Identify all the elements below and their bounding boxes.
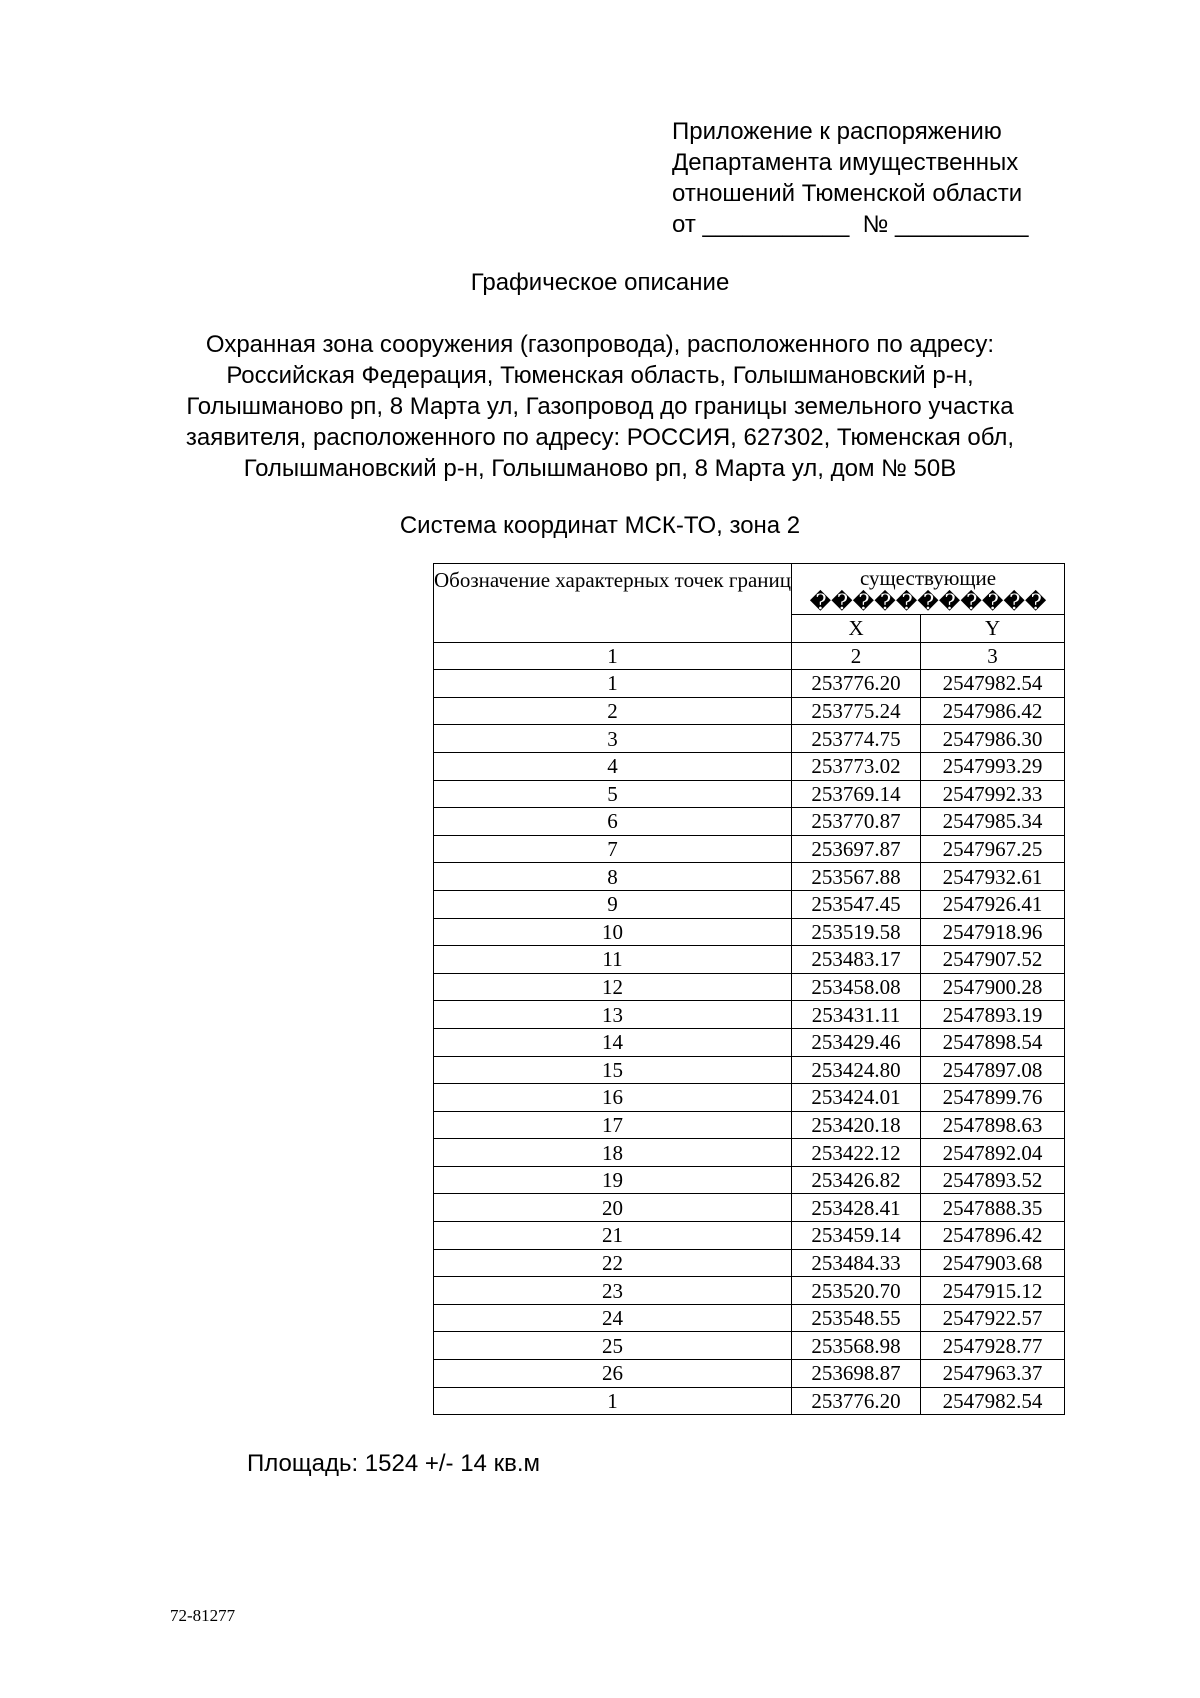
- appendix-line: Приложение к распоряжению: [672, 118, 1002, 145]
- point-x: 253483.17: [792, 946, 921, 974]
- point-number: 3: [434, 725, 792, 753]
- table-row: [434, 890, 1065, 918]
- point-number: 6: [434, 808, 792, 836]
- point-x: 253484.33: [792, 1249, 921, 1277]
- point-y: 2547967.25: [921, 835, 1065, 863]
- appendix-date-number-line: от ___________ № __________: [672, 211, 1029, 238]
- header-existing-coordinates: [792, 564, 1065, 615]
- point-y: 2547892.04: [921, 1139, 1065, 1167]
- point-x: 253775.24: [792, 697, 921, 725]
- point-x: 253774.75: [792, 725, 921, 753]
- col-number: 2: [792, 642, 921, 670]
- point-y: 2547898.63: [921, 1111, 1065, 1139]
- point-x: 253547.45: [792, 890, 921, 918]
- point-x: 253420.18: [792, 1111, 921, 1139]
- table-row: [434, 752, 1065, 780]
- table-row: [434, 918, 1065, 946]
- point-number: 12: [434, 973, 792, 1001]
- point-y: 2547898.54: [921, 1028, 1065, 1056]
- point-x: 253431.11: [792, 1001, 921, 1029]
- point-x: 253776.20: [792, 1387, 921, 1415]
- table-row: [434, 1056, 1065, 1084]
- point-number: 8: [434, 863, 792, 891]
- point-x: 253459.14: [792, 1222, 921, 1250]
- table-row: [434, 1304, 1065, 1332]
- description-line: Голышмановский р-н, Голышманово рп, 8 Марта ул, дом № 50В: [243, 455, 957, 482]
- header-x: X: [792, 615, 921, 643]
- point-x: 253520.70: [792, 1277, 921, 1305]
- point-y: 2547903.68: [921, 1249, 1065, 1277]
- coordinates-table-body: [434, 670, 1065, 1415]
- description-line: Голышманово рп, 8 Марта ул, Газопровод до границы земельного участка: [186, 393, 1014, 420]
- point-number: 22: [434, 1249, 792, 1277]
- table-row: [434, 1277, 1065, 1305]
- point-y: 2547897.08: [921, 1056, 1065, 1084]
- point-x: 253697.87: [792, 835, 921, 863]
- col-number: 1: [434, 642, 792, 670]
- point-x: 253426.82: [792, 1166, 921, 1194]
- point-number: 7: [434, 835, 792, 863]
- point-number: 23: [434, 1277, 792, 1305]
- point-y: 2547985.34: [921, 808, 1065, 836]
- point-x: 253458.08: [792, 973, 921, 1001]
- table-row: [434, 808, 1065, 836]
- coordinate-system-label: Система координат МСК-ТО, зона 2: [399, 512, 801, 539]
- header-group-line1: существующие: [859, 566, 997, 590]
- point-number: 2: [434, 697, 792, 725]
- point-number: 26: [434, 1360, 792, 1388]
- point-number: 9: [434, 890, 792, 918]
- appendix-line: Департамента имущественных: [672, 149, 1019, 176]
- table-row: [434, 725, 1065, 753]
- area-label: Площадь: 1524 +/- 14 кв.м: [247, 1450, 540, 1477]
- table-row: [434, 946, 1065, 974]
- point-y: 2547982.54: [921, 670, 1065, 698]
- point-number: 10: [434, 918, 792, 946]
- point-number: 4: [434, 752, 792, 780]
- document-number: 72-81277: [170, 1606, 236, 1625]
- point-number: 15: [434, 1056, 792, 1084]
- table-row: [434, 697, 1065, 725]
- table-row: [434, 1194, 1065, 1222]
- point-number: 20: [434, 1194, 792, 1222]
- point-x: 253548.55: [792, 1304, 921, 1332]
- point-y: 2547932.61: [921, 863, 1065, 891]
- point-x: 253429.46: [792, 1028, 921, 1056]
- table-row: [434, 780, 1065, 808]
- table-row: [434, 1139, 1065, 1167]
- point-y: 2547922.57: [921, 1304, 1065, 1332]
- table-row: [434, 863, 1065, 891]
- point-number: 25: [434, 1332, 792, 1360]
- table-row: [434, 1332, 1065, 1360]
- point-y: 2547893.19: [921, 1001, 1065, 1029]
- table-row: [434, 1166, 1065, 1194]
- table-row: [434, 1028, 1065, 1056]
- point-y: 2547928.77: [921, 1332, 1065, 1360]
- description-line: Российская Федерация, Тюменская область, Голышмановский р-н,: [226, 362, 974, 389]
- point-number: 13: [434, 1001, 792, 1029]
- point-x: 253568.98: [792, 1332, 921, 1360]
- point-number: 14: [434, 1028, 792, 1056]
- point-y: 2547918.96: [921, 918, 1065, 946]
- point-x: 253424.80: [792, 1056, 921, 1084]
- point-y: 2547915.12: [921, 1277, 1065, 1305]
- point-number: 5: [434, 780, 792, 808]
- description-line: Охранная зона сооружения (газопровода), расположенного по адресу:: [205, 331, 995, 358]
- point-x: 253698.87: [792, 1360, 921, 1388]
- col-number: 3: [921, 642, 1065, 670]
- point-y: 2547982.54: [921, 1387, 1065, 1415]
- zone-description: [150, 329, 1050, 484]
- point-x: 253428.41: [792, 1194, 921, 1222]
- point-y: 2547992.33: [921, 780, 1065, 808]
- table-row: [434, 1084, 1065, 1112]
- point-x: 253776.20: [792, 670, 921, 698]
- point-y: 2547893.52: [921, 1166, 1065, 1194]
- point-number: 1: [434, 670, 792, 698]
- table-row: [434, 973, 1065, 1001]
- header-y: Y: [921, 615, 1065, 643]
- point-y: 2547986.42: [921, 697, 1065, 725]
- point-y: 2547899.76: [921, 1084, 1065, 1112]
- table-row: [434, 1360, 1065, 1388]
- point-number: 16: [434, 1084, 792, 1112]
- table-row: [434, 1001, 1065, 1029]
- point-number: 21: [434, 1222, 792, 1250]
- point-x: 253519.58: [792, 918, 921, 946]
- header-point-designation: Обозначение характерных точек границ: [434, 564, 792, 643]
- table-row: [434, 835, 1065, 863]
- point-number: 19: [434, 1166, 792, 1194]
- point-number: 1: [434, 1387, 792, 1415]
- appendix-line: отношений Тюменской области: [672, 180, 1023, 207]
- point-x: 253769.14: [792, 780, 921, 808]
- table-row: [434, 1222, 1065, 1250]
- table-row: [434, 1249, 1065, 1277]
- table-row: [434, 1111, 1065, 1139]
- point-number: 11: [434, 946, 792, 974]
- table-row: [434, 1387, 1065, 1415]
- point-number: 18: [434, 1139, 792, 1167]
- point-x: 253770.87: [792, 808, 921, 836]
- point-y: 2547986.30: [921, 725, 1065, 753]
- point-y: 2547907.52: [921, 946, 1065, 974]
- document-title: Графическое описание: [470, 269, 730, 296]
- point-number: 24: [434, 1304, 792, 1332]
- point-y: 2547926.41: [921, 890, 1065, 918]
- coordinates-table: [433, 563, 1065, 1415]
- point-y: 2547900.28: [921, 973, 1065, 1001]
- point-number: 17: [434, 1111, 792, 1139]
- point-x: 253422.12: [792, 1139, 921, 1167]
- point-y: 2547993.29: [921, 752, 1065, 780]
- table-row: [434, 670, 1065, 698]
- point-x: 253424.01: [792, 1084, 921, 1112]
- point-x: 253567.88: [792, 863, 921, 891]
- point-y: 2547896.42: [921, 1222, 1065, 1250]
- header-group-line2: �����������: [809, 590, 1047, 614]
- point-y: 2547888.35: [921, 1194, 1065, 1222]
- description-line: заявителя, расположенного по адресу: РОССИЯ, 627302, Тюменская обл,: [185, 424, 1015, 451]
- point-y: 2547963.37: [921, 1360, 1065, 1388]
- point-x: 253773.02: [792, 752, 921, 780]
- appendix-header: [672, 116, 1029, 240]
